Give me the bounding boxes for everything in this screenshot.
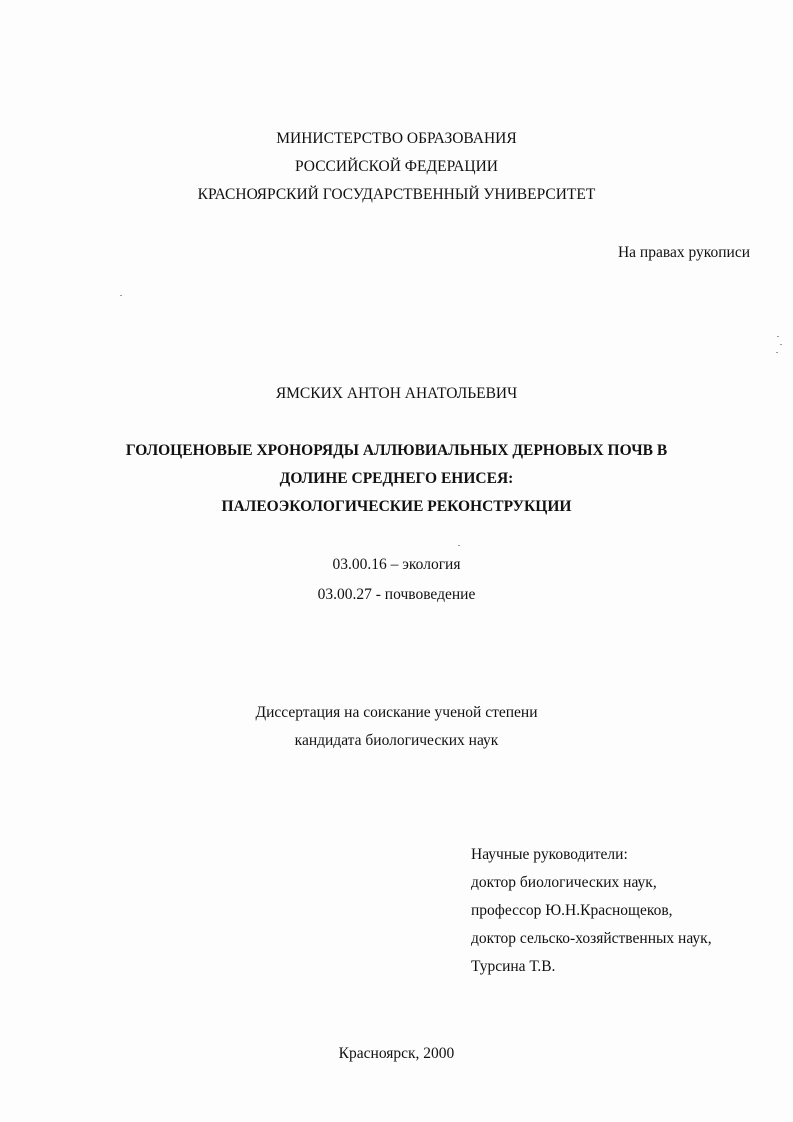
ministry-line: МИНИСТЕРСТВО ОБРАЗОВАНИЯ — [276, 130, 517, 147]
degree-line-2: кандидата биологических наук — [294, 732, 499, 749]
city-year: Красноярск, 2000 — [338, 1045, 455, 1062]
federation-line: РОССИЙСКОЙ ФЕДЕРАЦИИ — [295, 158, 498, 175]
scan-speck — [776, 352, 778, 353]
title-line-2: ДОЛИНЕ СРЕДНЕГО ЕНИСЕЯ: — [279, 470, 514, 487]
supervisor-1-name: профессор Ю.Н.Краснощеков, — [471, 902, 673, 919]
manuscript-note: На правах рукописи — [617, 244, 750, 261]
author-name: ЯМСКИХ АНТОН АНАТОЛЬЕВИЧ — [275, 385, 518, 402]
scan-speck — [458, 545, 460, 546]
degree-line-1: Диссертация на соискание ученой степени — [255, 704, 538, 721]
scan-speck — [120, 295, 122, 296]
university-line: КРАСНОЯРСКИЙ ГОСУДАРСТВЕННЫЙ УНИВЕРСИТЕТ — [197, 186, 596, 203]
specialty-soil-science: 03.00.27 - почвоведение — [317, 586, 476, 603]
specialty-ecology: 03.00.16 – экология — [332, 556, 461, 573]
supervisor-2-degree: доктор сельско-хозяйственных наук, — [471, 930, 712, 947]
scan-speck — [780, 344, 782, 345]
supervisor-2-name: Турсина Т.В. — [471, 958, 556, 975]
scan-speck — [777, 336, 779, 337]
title-line-1: ГОЛОЦЕНОВЫЕ ХРОНОРЯДЫ АЛЛЮВИАЛЬНЫХ ДЕРНОВЫХ ПОЧВ В — [125, 442, 668, 459]
title-line-3: ПАЛЕОЭКОЛОГИЧЕСКИЕ РЕКОНСТРУКЦИИ — [221, 498, 572, 515]
supervisor-1-degree: доктор биологических наук, — [471, 874, 657, 891]
supervisors-heading: Научные руководители: — [471, 846, 628, 863]
